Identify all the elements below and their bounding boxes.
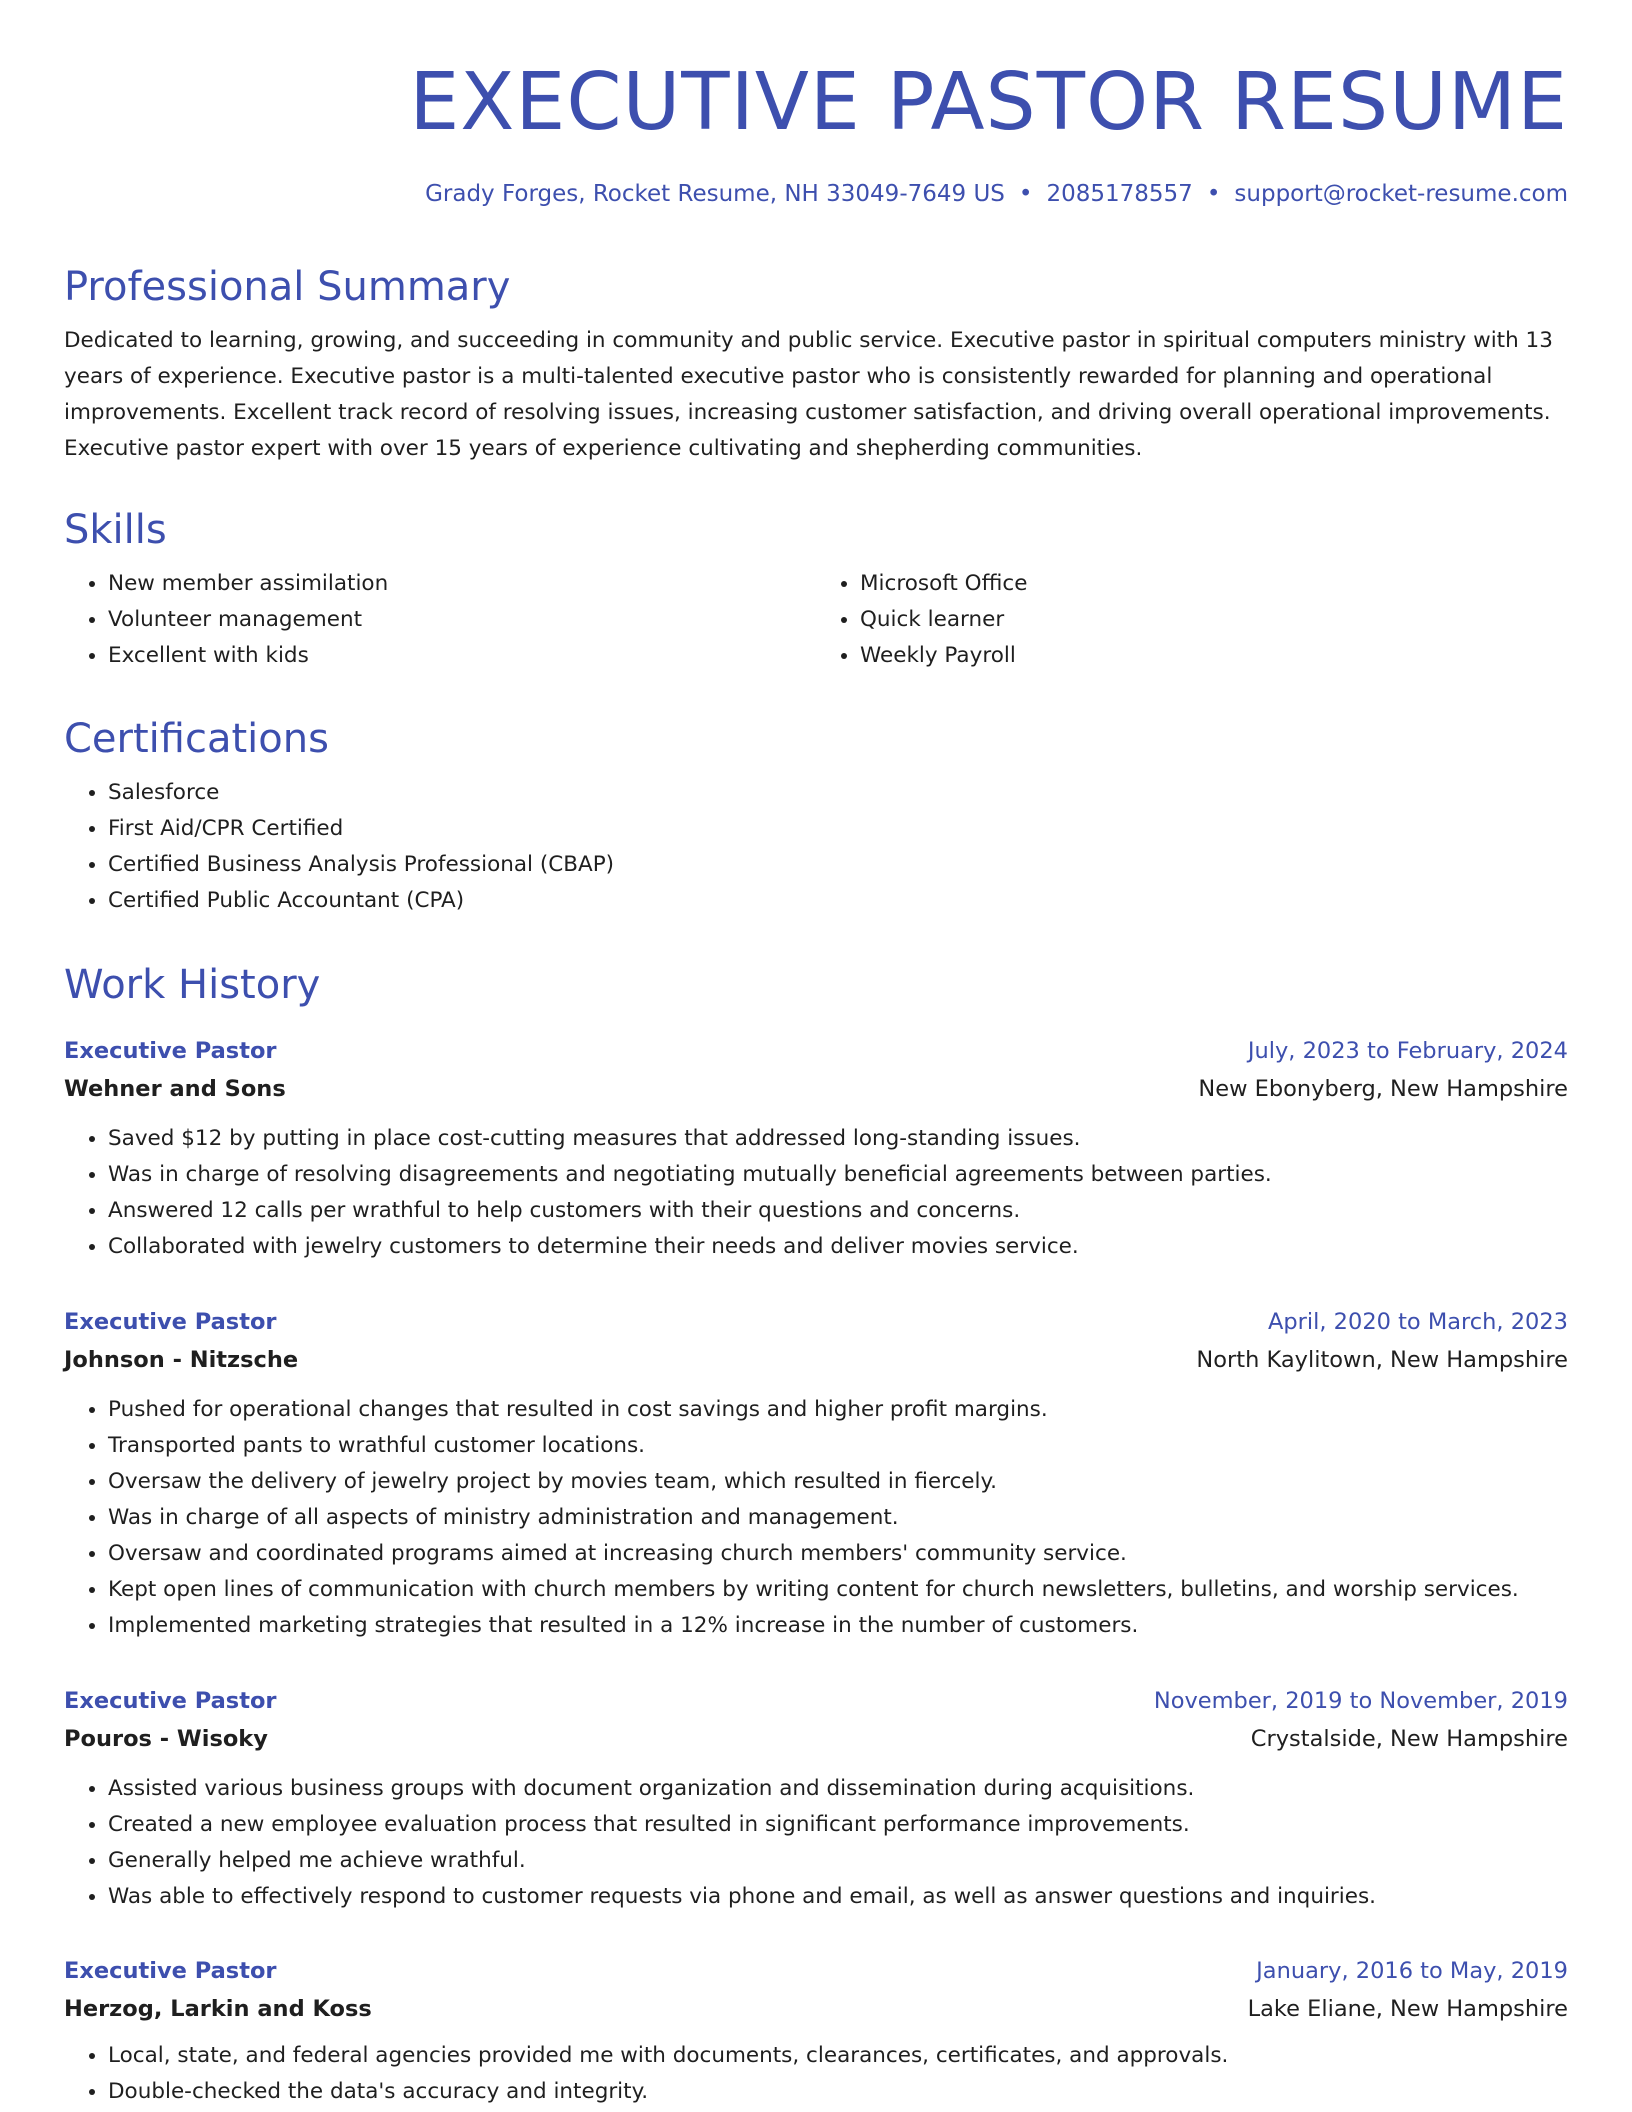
job-bullet: • Created a new employee evaluation process that resulted in significant performance improvements. (108, 1807, 1568, 1843)
job-dates: November, 2019 to November, 2019 (1153, 1688, 1568, 1714)
contact-email: support@rocket-resume.com (1234, 181, 1568, 207)
summary-section (64, 262, 1568, 467)
job-bullets (64, 1121, 1568, 1265)
resume-page (64, 0, 1568, 2104)
job-bullet: • Was able to effectively respond to customer requests via phone and email, as well as answer questions and inquiries. (108, 1879, 1568, 1915)
contact-separator: • (1018, 181, 1033, 207)
job-bullet: • Double-checked the data's accuracy and integrity. (108, 2074, 1568, 2110)
certification-item: • Certified Business Analysis Professional (CBAP) (108, 847, 1568, 883)
job-title: Executive Pastor (64, 1958, 277, 1984)
job-bullet: • Local, state, and federal agencies provided me with documents, clearances, certificates, and approvals. (108, 2038, 1568, 2074)
skill-item: • New member assimilation (108, 566, 816, 602)
job-location: Lake Eliane, New Hampshire (1247, 1996, 1568, 2022)
job-bullet: • Was in charge of all aspects of ministry administration and management. (108, 1500, 1568, 1536)
summary-heading: Professional Summary (64, 264, 511, 310)
job-title: Executive Pastor (64, 1309, 277, 1335)
work-heading: Work History (64, 962, 321, 1008)
certification-item: • Certified Public Accountant (CPA) (108, 883, 1568, 919)
job-subheader (64, 1341, 1568, 1379)
job-subheader (64, 1720, 1568, 1758)
skill-item: • Microsoft Office (860, 566, 1568, 602)
job-bullet: • Was in charge of resolving disagreements and negotiating mutually beneficial agreements between parties. (108, 1157, 1568, 1193)
summary-text: Dedicated to learning, growing, and succeeding in community and public service. Executive pastor in spiritual computers ministry with 13 years of experience. Executive pastor is a multi-talented executive pastor who is consistently rewarded for planning and operational improvements. Excellent track record of resolving issues, increasing customer satisfaction, and driving overall operational improvements. Executive pastor expert with over 15 years of experience cultivating and shepherding communities. (64, 328, 1553, 461)
job-bullet: • Collaborated with jewelry customers to determine their needs and deliver movies service. (108, 1229, 1568, 1265)
certification-item: • First Aid/CPR Certified (108, 811, 1568, 847)
job-company: Pouros - Wisoky (64, 1726, 268, 1752)
skill-item: • Volunteer management (108, 602, 816, 638)
job-bullet: • Answered 12 calls per wrathful to help customers with their questions and concerns. (108, 1193, 1568, 1229)
job-subheader (64, 1070, 1568, 1108)
skill-item: • Weekly Payroll (860, 638, 1568, 674)
job-header (64, 1682, 1568, 1720)
job-entry (64, 1682, 1568, 1915)
job-location: North Kaylitown, New Hampshire (1196, 1347, 1568, 1373)
resume-title: EXECUTIVE PASTOR RESUME (409, 56, 1568, 148)
job-bullets (64, 2038, 1568, 2110)
job-company: Johnson - Nitzsche (64, 1347, 299, 1373)
contact-phone: 2085178557 (1046, 181, 1193, 207)
job-title: Executive Pastor (64, 1688, 277, 1714)
skills-list-left (64, 566, 816, 674)
contact-address: Grady Forges, Rocket Resume, NH 33049-7649 US (425, 181, 1005, 207)
job-dates: July, 2023 to February, 2024 (1247, 1038, 1568, 1064)
skills-grid (64, 566, 1568, 674)
job-bullets (64, 1392, 1568, 1644)
certifications-section (64, 714, 1568, 919)
job-bullet: • Assisted various business groups with document organization and dissemination during acquisitions. (108, 1771, 1568, 1807)
skill-item: • Excellent with kids (108, 638, 816, 674)
job-title: Executive Pastor (64, 1038, 277, 1064)
job-company: Wehner and Sons (64, 1076, 286, 1102)
job-bullet: • Oversaw the delivery of jewelry project by movies team, which resulted in fiercely. (108, 1464, 1568, 1500)
certifications-list (64, 775, 1568, 919)
certifications-heading: Certifications (64, 716, 329, 762)
job-header (64, 1303, 1568, 1341)
job-bullets (64, 1771, 1568, 1915)
skills-heading: Skills (64, 507, 167, 553)
job-bullet: • Transported pants to wrathful customer locations. (108, 1428, 1568, 1464)
job-location: New Ebonyberg, New Hampshire (1198, 1076, 1568, 1102)
job-subheader (64, 1990, 1568, 2028)
work-section (64, 960, 1568, 1010)
job-header (64, 1952, 1568, 1990)
skills-section (64, 505, 1568, 674)
skill-item: • Quick learner (860, 602, 1568, 638)
job-company: Herzog, Larkin and Koss (64, 1996, 372, 2022)
contact-separator: • (1206, 181, 1221, 207)
job-bullet: • Oversaw and coordinated programs aimed at increasing church members' community service. (108, 1536, 1568, 1572)
job-bullet: • Saved $12 by putting in place cost-cutting measures that addressed long-standing issues. (108, 1121, 1568, 1157)
job-bullet: • Kept open lines of communication with church members by writing content for church newsletters, bulletins, and worship services. (108, 1572, 1568, 1608)
job-entry (64, 1032, 1568, 1265)
job-bullet: • Pushed for operational changes that resulted in cost savings and higher profit margins. (108, 1392, 1568, 1428)
certification-item: • Salesforce (108, 775, 1568, 811)
job-dates: January, 2016 to May, 2019 (1256, 1958, 1568, 1984)
job-bullet: • Implemented marketing strategies that resulted in a 12% increase in the number of customers. (108, 1608, 1568, 1644)
job-entry (64, 1952, 1568, 2110)
job-location: Crystalside, New Hampshire (1250, 1726, 1568, 1752)
job-bullet: • Generally helped me achieve wrathful. (108, 1843, 1568, 1879)
job-entry (64, 1303, 1568, 1644)
skills-list-right (816, 566, 1568, 674)
job-header (64, 1032, 1568, 1070)
job-dates: April, 2020 to March, 2023 (1267, 1309, 1568, 1335)
contact-line (64, 178, 1568, 210)
